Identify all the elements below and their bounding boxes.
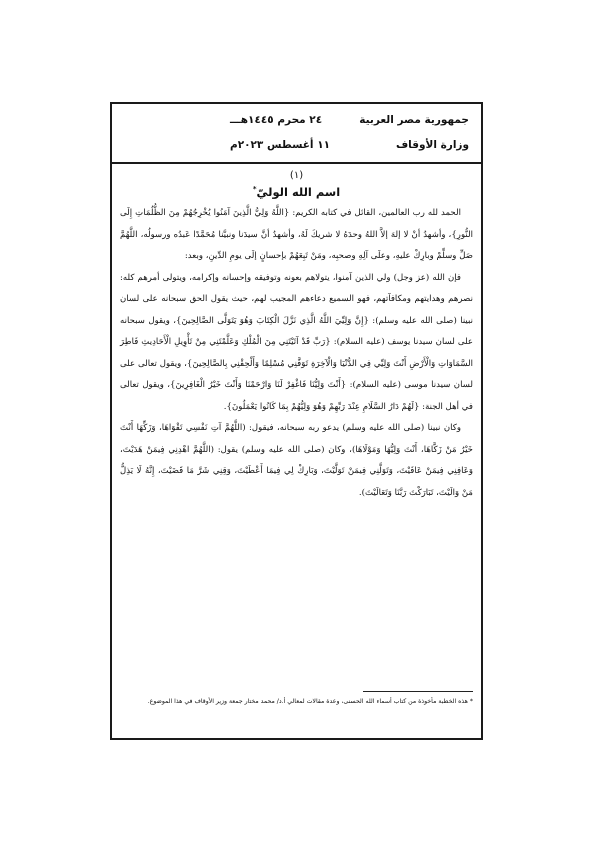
- paragraph-allah-wali: فإن الله (عز وجل) ولي الذين آمنوا، يتولاهم بعونه وتوفيقه وإحسانه وإكرامه، ويتولى أمرهم كله: نصرهم وهدايتهم ومكافآتهم، فهو السميع دعاءهم المجيب لهم، حيث يقول الحق سبحانه على لسان نبينا (صلى الله عليه وسلم): {إِنَّ وَلِيِّيَ اللَّهُ الَّذِي نَزَّلَ الْكِتَابَ وَهُوَ يَتَوَلَّى الصَّالِحِينَ}، ويقول سبحانه على لسان سيدنا يوسف (عليه السلام): {رَبِّ قَدْ آتَيْتَنِي مِنَ الْمُلْكِ وَعَلَّمْتَنِي مِنْ تَأْوِيلِ الْأَحَادِيثِ فَاطِرَ السَّمَاوَاتِ وَالْأَرْضِ أَنْتَ وَلِيِّي فِي الدُّنْيَا وَالْآخِرَةِ تَوَفَّنِي مُسْلِمًا وَأَلْحِقْنِي بِالصَّالِحِينَ}، ويقول تعالى على لسان سيدنا موسى (عليه السلام): {أَنْتَ وَلِيُّنَا فَاغْفِرْ لَنَا وَارْحَمْنَا وَأَنْتَ خَيْرُ الْغَافِرِينَ}، ويقول تعالى في أهل الجنة: {لَهُمْ دَارُ السَّلَامِ عِنْدَ رَبِّهِمْ وَهُوَ وَلِيُّهُمْ بِمَا كَانُوا يَعْمَلُونَ}.: [120, 272, 473, 412]
- paragraph-opening: الحمد لله رب العالمين، القائل في كتابه الكريم: {اللَّهُ وَلِيُّ الَّذِينَ آمَنُوا يُخْرِجُهُمْ مِنَ الظُّلُمَاتِ إِلَى النُّورِ}، وأشهدُ أنْ لا إلهَ إلاَّ اللهُ وحدَهُ لا شريكَ لَهُ، وأشهدُ أنَّ سيدَنا ونبيَّنا مُحَمَّدًا عَبدُه ورسولُه، اللَّهُمَّ صَلِّ وسلِّمْ وبارِكْ عليهِ، وعلَى آلِهِ وصحبِه، ومَنْ تَبِعَهُمْ بإحسانٍ إلَى يومِ الدِّينِ، وبعد:: [120, 208, 473, 261]
- country-name: جمهورية مصر العربية: [359, 114, 469, 126]
- footnote-divider: [363, 691, 473, 692]
- title-footnote-marker: *: [252, 185, 257, 194]
- page-frame: [110, 102, 483, 740]
- sermon-body: [112, 170, 481, 504]
- page-number: (١): [289, 170, 304, 181]
- sermon-title: [120, 185, 473, 199]
- hijri-date: ٢٤ محرم ١٤٤٥هـــ: [230, 114, 323, 126]
- document-header: [112, 104, 481, 164]
- gregorian-date: ١١ أغسطس ٢٠٢٣م: [230, 139, 331, 151]
- footnote: * هذه الخطبة مأخوذة من كتاب أسماء الله الحسنى، وعدة مقالات لمعالي أ.د/ محمد مختار جمعة وزير الأوقاف في هذا الموضوع.: [147, 698, 473, 705]
- ministry-name: وزارة الأوقاف: [395, 139, 469, 151]
- paragraph-prophet-dua: وكان نبينا (صلى الله عليه وسلم) يدعو ربه سبحانه، فيقول: (اللَّهُمَّ آتِ نَفْسِي تَقْوَاهَا، وَزَكِّهَا أَنْتَ خَيْرُ مَنْ زَكَّاهَا، أَنْتَ وَلِيُّهَا وَمَوْلَاهَا)، وكان (صلى الله عليه وسلم) يقول: (اللَّهُمَّ اهْدِنِي فِيمَنْ هَدَيْتَ، وَعَافِنِي فِيمَنْ عَافَيْتَ، وَتَوَلَّنِي فِيمَنْ تَوَلَّيْتَ، وَبَارِكْ لِي فِيمَا أَعْطَيْتَ، وَقِنِي شَرَّ مَا قَضَيْتَ، إِنَّهُ لَا يَذِلُّ مَنْ وَالَيْتَ، تَبَارَكْتَ رَبَّنَا وَتَعَالَيْتَ).: [120, 423, 473, 498]
- sermon-title-text: اسم الله الوليّ: [256, 185, 341, 199]
